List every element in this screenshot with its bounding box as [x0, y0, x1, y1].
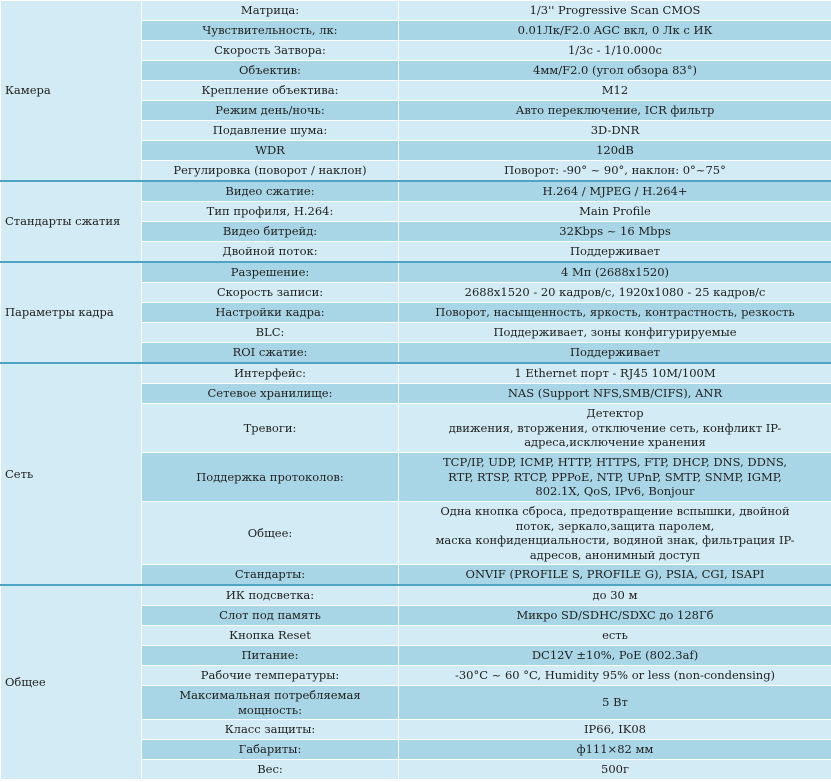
parameter-value: H.264 / MJPEG / H.264+ — [399, 181, 831, 202]
parameter-value: 1/3с - 1/10.000с — [399, 41, 831, 61]
parameter-label: Скорость записи: — [142, 283, 399, 303]
table-row — [1, 262, 831, 283]
parameter-label: Режим день/ночь: — [142, 101, 399, 121]
parameter-label: ROI сжатие: — [142, 343, 399, 364]
parameter-value: ONVIF (PROFILE S, PROFILE G), PSIA, CGI, ISAPI — [399, 565, 831, 586]
parameter-label: Поддержка протоколов: — [142, 453, 399, 502]
parameter-label: Объектив: — [142, 61, 399, 81]
parameter-value: IP66, IK08 — [399, 720, 831, 740]
parameter-value: 4мм/F2.0 (угол обзора 83°) — [399, 61, 831, 81]
parameter-value: 5 Вт — [399, 686, 831, 720]
parameter-value: Детектор движения, вторжения, отключение сеть, конфликт IP- адреса,исключение хранения — [399, 404, 831, 453]
parameter-label: Слот под память — [142, 606, 399, 626]
parameter-label: Максимальная потребляемая мощность: — [142, 686, 399, 720]
parameter-label: BLC: — [142, 323, 399, 343]
parameter-label: Габариты: — [142, 740, 399, 760]
parameter-value: 1/3'' Progressive Scan CMOS — [399, 1, 831, 21]
parameter-value: 2688x1520 - 20 кадров/с, 1920x1080 - 25 кадров/с — [399, 283, 831, 303]
parameter-label: Матрица: — [142, 1, 399, 21]
parameter-label: Разрешение: — [142, 262, 399, 283]
parameter-label: Скорость Затвора: — [142, 41, 399, 61]
parameter-value: 4 Мп (2688x1520) — [399, 262, 831, 283]
parameter-label: WDR — [142, 141, 399, 161]
parameter-value: M12 — [399, 81, 831, 101]
parameter-value: ф111×82 мм — [399, 740, 831, 760]
parameter-value: DC12V ±10%, PoE (802.3af) — [399, 646, 831, 666]
parameter-label: Регулировка (поворот / наклон) — [142, 161, 399, 182]
category-cell: Стандарты сжатия — [1, 181, 142, 262]
parameter-value: 32Kbps ~ 16 Mbps — [399, 222, 831, 242]
parameter-value: -30°C ~ 60 °C, Humidity 95% or less (non-condensing) — [399, 666, 831, 686]
parameter-label: Кнопка Reset — [142, 626, 399, 646]
spec-table-body — [1, 1, 831, 780]
table-row — [1, 585, 831, 606]
parameter-value: 1 Ethernet порт - RJ45 10M/100M — [399, 363, 831, 384]
parameter-value: 0.01Лк/F2.0 AGC вкл, 0 Лк с ИК — [399, 21, 831, 41]
parameter-value: NAS (Support NFS,SMB/CIFS), ANR — [399, 384, 831, 404]
parameter-label: Настройки кадра: — [142, 303, 399, 323]
parameter-value: Main Profile — [399, 202, 831, 222]
parameter-label: Тип профиля, H.264: — [142, 202, 399, 222]
parameter-value: Поддерживает — [399, 242, 831, 263]
table-row — [1, 181, 831, 202]
parameter-label: Общее: — [142, 502, 399, 565]
parameter-label: Рабочие температуры: — [142, 666, 399, 686]
parameter-value: 120dB — [399, 141, 831, 161]
parameter-value: Микро SD/SDHC/SDXC до 128Гб — [399, 606, 831, 626]
parameter-value: Поворот: -90° ~ 90°, наклон: 0°~75° — [399, 161, 831, 182]
parameter-label: ИК подсветка: — [142, 585, 399, 606]
parameter-value: Поддерживает — [399, 343, 831, 364]
parameter-label: Чувствительность, лк: — [142, 21, 399, 41]
parameter-label: Интерфейс: — [142, 363, 399, 384]
parameter-label: Сетевое хранилище: — [142, 384, 399, 404]
table-row — [1, 1, 831, 21]
parameter-label: Тревоги: — [142, 404, 399, 453]
category-cell: Камера — [1, 1, 142, 182]
parameter-label: Стандарты: — [142, 565, 399, 586]
parameter-label: Крепление объектива: — [142, 81, 399, 101]
parameter-label: Двойной поток: — [142, 242, 399, 263]
parameter-label: Подавление шума: — [142, 121, 399, 141]
parameter-value: есть — [399, 626, 831, 646]
parameter-label: Видео битрейд: — [142, 222, 399, 242]
parameter-value: 3D-DNR — [399, 121, 831, 141]
parameter-value: Авто переключение, ICR фильтр — [399, 101, 831, 121]
parameter-label: Видео сжатие: — [142, 181, 399, 202]
parameter-label: Класс защиты: — [142, 720, 399, 740]
parameter-value: TCP/IP, UDP, ICMP, HTTP, HTTPS, FTP, DHCP, DNS, DDNS, RTP, RTSP, RTCP, PPPoE, NTP, UPnP, SMTP, SNMP, IGMP, 802.1X, QoS, IPv6, Bonjour — [399, 453, 831, 502]
parameter-label: Питание: — [142, 646, 399, 666]
parameter-value: Поддерживает, зоны конфигурируемые — [399, 323, 831, 343]
parameter-value: Поворот, насыщенность, яркость, контрастность, резкость — [399, 303, 831, 323]
category-cell: Сеть — [1, 363, 142, 585]
parameter-value: Одна кнопка сброса, предотвращение вспышки, двойной поток, зеркало,защита паролем, маска конфиденциальности, водяной знак, фильтрация IP- адресов, анонимный доступ — [399, 502, 831, 565]
category-cell: Параметры кадра — [1, 262, 142, 363]
parameter-label: Вес: — [142, 760, 399, 780]
category-cell: Общее — [1, 585, 142, 780]
parameter-value: до 30 м — [399, 585, 831, 606]
table-row — [1, 363, 831, 384]
parameter-value: 500г — [399, 760, 831, 780]
